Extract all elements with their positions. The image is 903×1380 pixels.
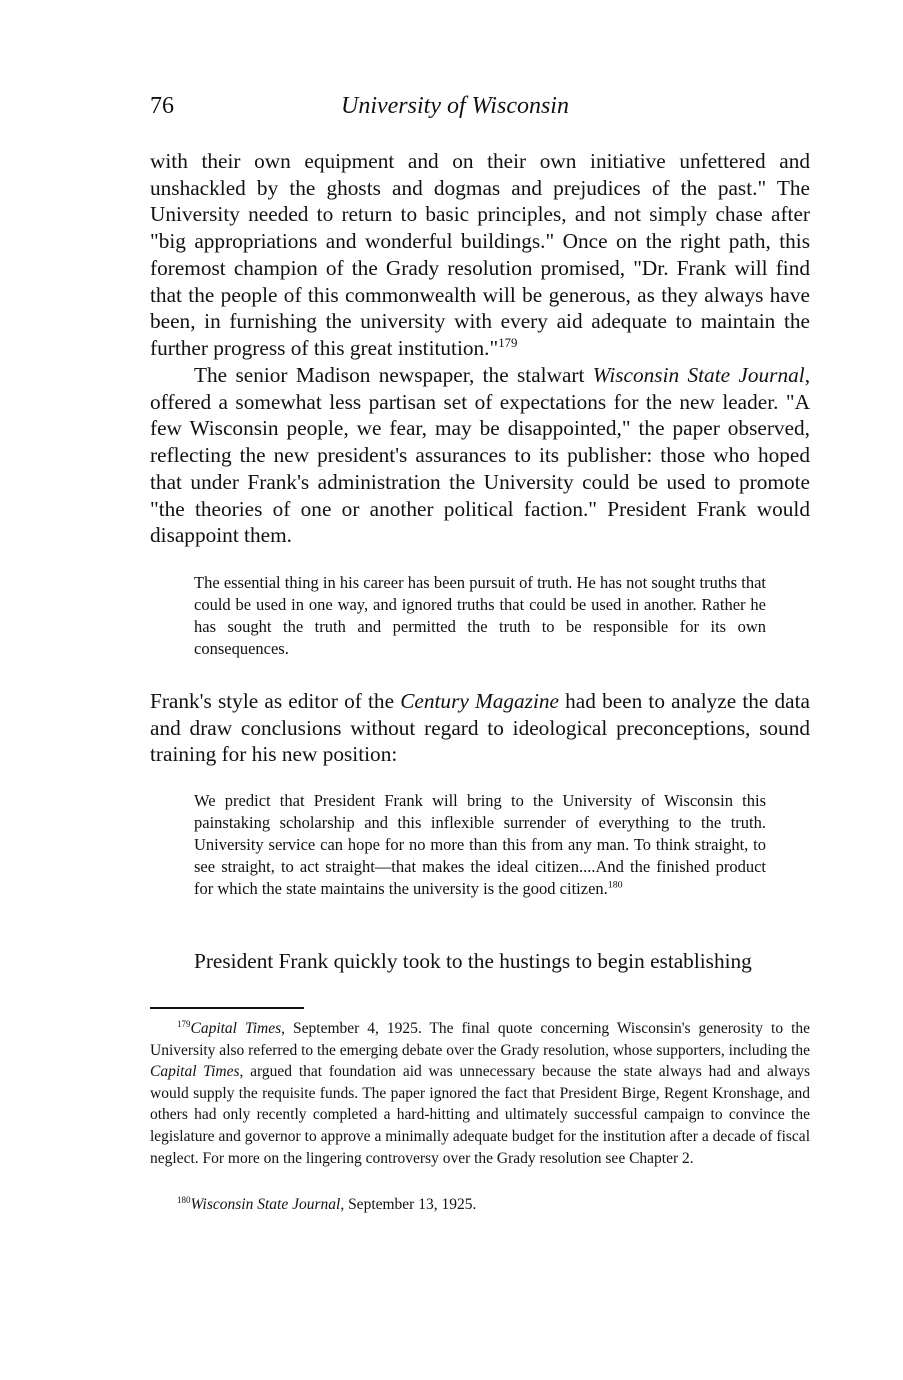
note-ref-179: 179 — [498, 335, 518, 350]
paragraph-3-text-b: had been to analyze the data and draw conclusions without regard to ideological preconceptions, sound training for his new position: — [150, 689, 811, 767]
page-number: 76 — [150, 93, 174, 119]
note-ref-180: 180 — [607, 879, 623, 891]
paragraph-2-text-b: , offered a somewhat less partisan set of expectations for the new leader. "A few Wisconsin people, we fear, may be disappointed," the paper observed, reflecting the new president's assurances to its publisher: those who hoped that under Frank's administration the University could be used to promote "the theories of one or another political faction." President Frank would disappoint them. — [150, 363, 811, 548]
block-quote-1: The essential thing in his career has been pursuit of truth. He has not sought truths that could be used in one way, and ignored truths that could be used in another. Rather he has sought the truth and permitted the truth to be responsible for its own consequences. — [194, 573, 766, 658]
paragraph-4: President Frank quickly took to the hustings to begin establishing — [194, 949, 752, 973]
footnote-179-title: Capital Times — [150, 1063, 240, 1081]
footnote-180-number: 180 — [177, 1194, 191, 1205]
footnote-179-source: Capital Times — [190, 1020, 282, 1037]
footnote-179-text-a: , September 4, 1925. The final quote concerning Wisconsin's generosity to the University also referred to the emerging debate over the Grady resolution, whose supporters, including the — [150, 1020, 811, 1059]
footnote-179-text-b: , argued that foundation aid was unnecessary because the state always had and always would supply the requisite funds. The paper ignored the fact that President Birge, Regent Kronshage, and others had only recently completed a hard-hitting and ultimately successful campaign to convince the legislature and governor to approve a minimally adequate budget for the institution after a decade of fiscal neglect. For more on the lingering controversy over the Grady resolution see Chapter 2. — [150, 1063, 810, 1167]
block-quote-2-text: We predict that President Frank will bring to the University of Wisconsin this painstaking scholarship and this inflexible surrender of everything to the truth. University service can hope for no more than this from any man. To think straight, to see straight, to act straight—that makes the ideal citizen....And the finished product for which the state maintains the university is the good citizen. — [194, 791, 766, 898]
footnote-180-text: , September 13, 1925. — [340, 1196, 477, 1213]
block-quote-2 — [194, 790, 766, 900]
footnote-180-source: Wisconsin State Journal — [190, 1196, 341, 1213]
footnote-179-number: 179 — [177, 1018, 191, 1029]
paragraph-2-title: Wisconsin State Journal — [592, 363, 805, 387]
page-header — [150, 93, 812, 125]
footnote-179 — [150, 1018, 810, 1169]
paragraph-1-text: with their own equipment and on their own initiative unfettered and unshackled by the ghosts and dogmas and prejudices of the past." The University needed to return to basic principles, and not simply chase after "big appropriations and wonderful buildings." Once on the right path, this foremost champion of the Grady resolution promised, "Dr. Frank will find that the people of this commonwealth will be generous, as they always have been, in furnishing the university with every aid adequate to maintain the further progress of this great institution." — [150, 149, 810, 360]
running-title: University of Wisconsin — [341, 93, 569, 119]
paragraph-2 — [150, 362, 810, 549]
paragraph-1 — [150, 148, 810, 362]
paragraph-3-text-a: Frank's style as editor of the — [150, 689, 401, 713]
paragraph-3 — [150, 688, 810, 768]
paragraph-3-title: Century Magazine — [400, 689, 559, 713]
paragraph-2-text-a: The senior Madison newspaper, the stalwart — [194, 363, 593, 387]
footnote-180 — [150, 1194, 810, 1216]
footnote-divider — [150, 1007, 304, 1009]
